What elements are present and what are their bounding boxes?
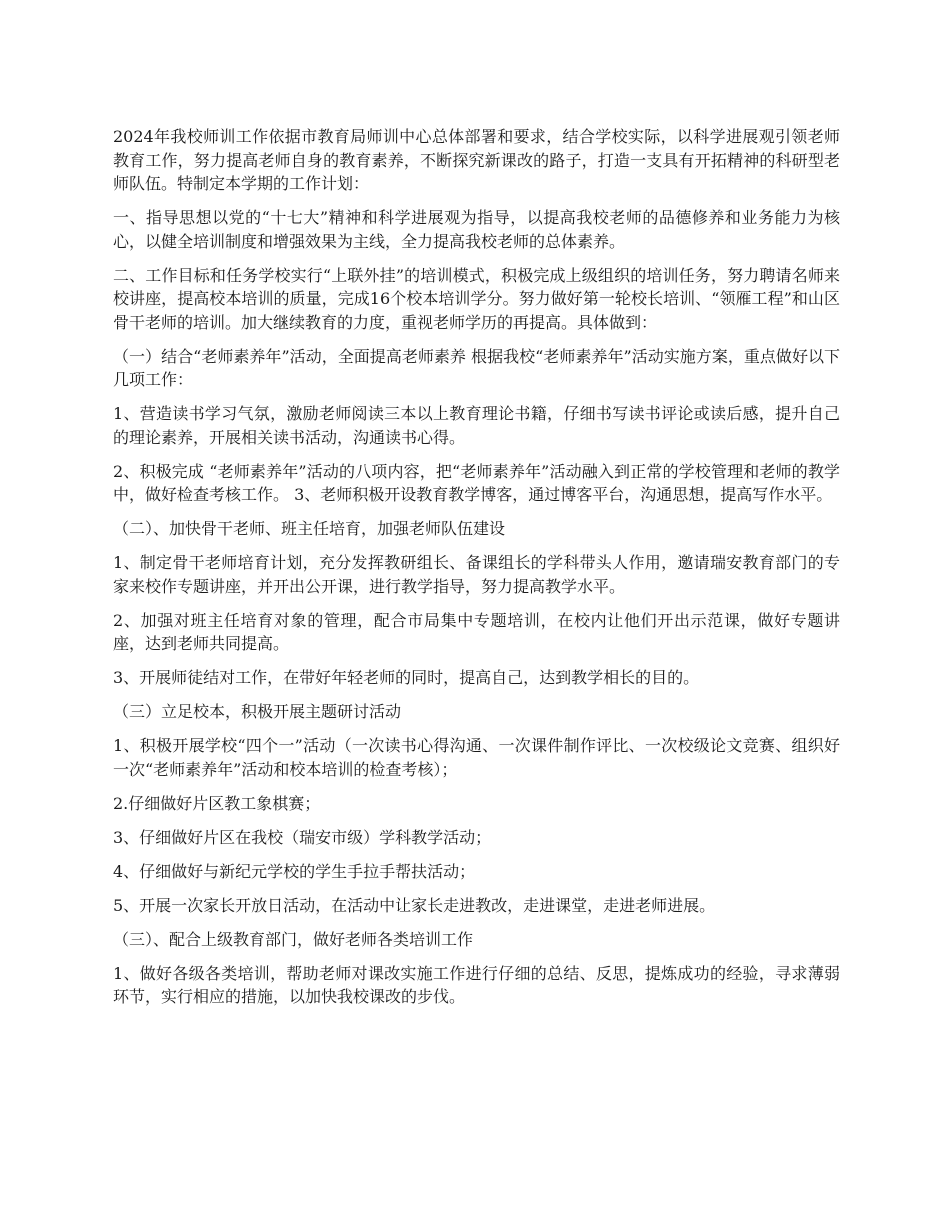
list-item-helping: 4、仔细做好与新纪元学校的学生手拉手帮扶活动； [113,861,476,881]
intro-paragraph: 2024年我校师训工作依据市教育局师训中心总体部署和要求，结合学校实际，以科学进展观引领老师教育工作，努力提高老师自身的教育素养，不断探究新课改的路子，打造一支具有开拓精神的科研型老师队伍。特制定本学期的工作计划： [113,127,840,193]
goals-tasks-paragraph: 二、工作目标和任务学校实行“上联外挂”的培训模式，积极完成上级组织的培训任务，努力聘请名师来校讲座，提高校本培训的质量，完成16个校本培训学分。努力做好第一轮校长培训、“领雁工程”和山区骨干老师的培训。加大继续教育的力度，重视老师学历的再提高。具体做到： [113,265,840,332]
guiding-ideology-paragraph: 一、指导思想以党的“十七大”精神和科学进展观为指导，以提高我校老师的品德修养和业务能力为核心，以健全培训制度和增强效果为主线，全力提高我校老师的总体素养。 [113,208,840,251]
list-item-training: 1、做好各级各类培训，帮助老师对课改实施工作进行仔细的总结、反思，提炼成功的经验，寻求薄弱环节，实行相应的措施，以加快我校课改的步伐。 [113,963,840,1006]
section-heading-backbone-teachers: （二）、加快骨干老师、班主任培育，加强老师队伍建设 [113,519,506,538]
list-item-literacy-year: 2、积极完成 “老师素养年”活动的八项内容，把“老师素养年”活动融入到正常的学校管理和老师的教学中，做好检查考核工作。 3、老师积极开设教育教学博客，通过博客平台，沟通思想，提高写作水平。 [113,461,840,504]
section-heading-teacher-literacy: （一）结合“老师素养年”活动，全面提高老师素养 根据我校“老师素养年”活动实施方案，重点做好以下几项工作： [113,346,840,389]
list-item-class-teachers: 2、加强对班主任培育对象的管理，配合市局集中专题培训，在校内让他们开出示范课，做好专题讲座，达到老师共同提高。 [113,610,840,653]
list-item-mentoring: 3、开展师徒结对工作，在带好年轻老师的同时，提高自己，达到教学相长的目的。 [113,668,700,687]
list-item-backbone-plan: 1、制定骨干老师培育计划，充分发挥教研组长、备课组长的学科带头人作用，邀请瑞安教育部门的专家来校作专题讲座，并开出公开课，进行教学指导，努力提高教学水平。 [113,553,840,596]
section-heading-school-based: （三）立足校本，积极开展主题研讨活动 [113,702,402,721]
list-item-open-day: 5、开展一次家长开放日活动，在活动中让家长走进教改，走进课堂，走进老师进展。 [113,895,716,915]
list-item-four-ones: 1、积极开展学校“四个一”活动（一次读书心得沟通、一次课件制作评比、一次校级论文竞赛、组织好一次“老师素养年”活动和校本培训的检查考核）； [113,736,840,779]
list-item-reading: 1、营造读书学习气氛，激励老师阅读三本以上教育理论书籍，仔细书写读书评论或读后感，提升自己的理论素养，开展相关读书活动，沟通读书心得。 [113,404,840,447]
section-heading-cooperation: （三）、配合上级教育部门，做好老师各类培训工作 [113,929,474,949]
list-item-chess: 2.仔细做好片区教工象棋赛； [113,793,321,813]
document-page [113,125,840,1019]
list-item-district-teaching: 3、仔细做好片区在我校（瑞安市级）学科教学活动； [113,827,492,847]
